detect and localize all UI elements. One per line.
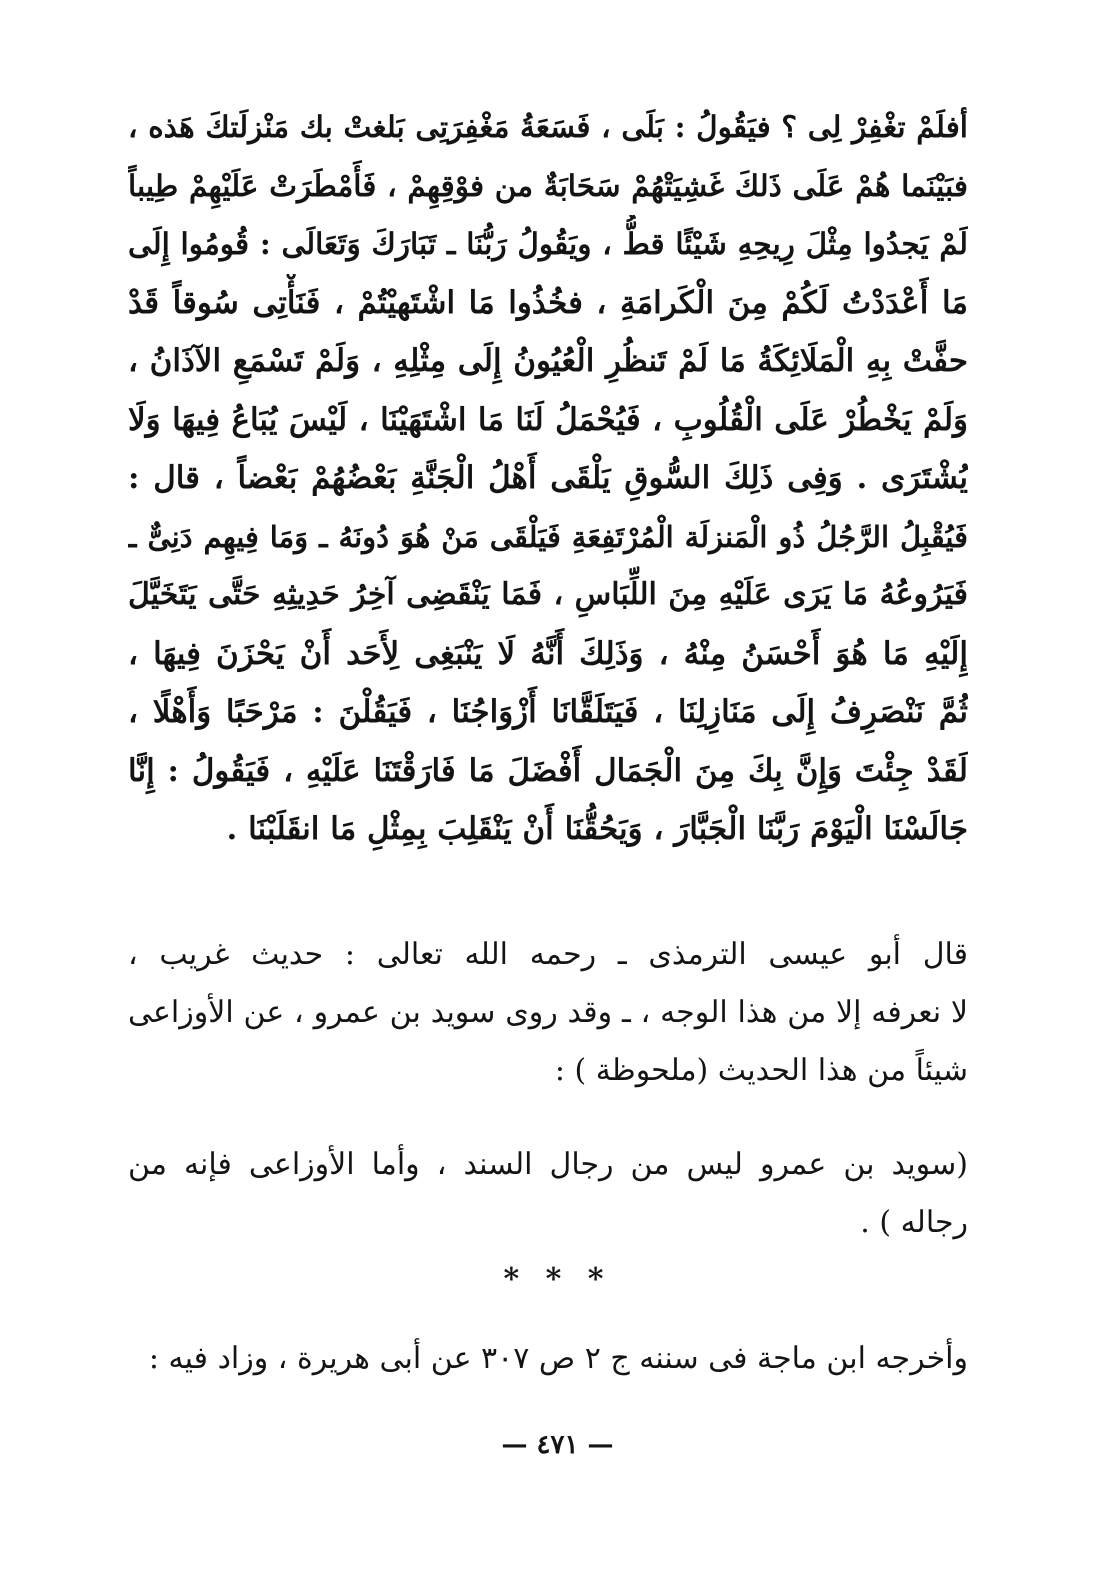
commentary-line: قال أبو عيسى الترمذى ـ رحمه الله تعالى : حديث غريب ، — [128, 937, 968, 972]
hadith-line: وَلَمْ يَخْطُرْ عَلَى الْقُلُوبِ ، فَيُحْمَلُ لَنَا مَا اشْتَهَيْنَا ، لَيْسَ يُبَاعُ فِيهَا وَلَا — [128, 401, 968, 438]
hadith-line: ثُمَّ نَنْصَرِفُ إِلَى مَنَازِلِنَا ، فَيَتَلَقَّانَا أَزْوَاجُنَا ، فَيَقُلْنَ : مَرْحَبًا وَأَهْلًا ، — [128, 694, 968, 730]
hadith-line: فَيَرُوعُهُ مَا يَرَى عَلَيْهِ مِنَ اللِّبَاسِ ، فَمَا يَنْقَضِى آخِرُ حَدِيثِهِ حَتَّى يَتَخَيَّلَ — [128, 577, 968, 612]
commentary-line: شيئاً من هذا الحديث (ملحوظة ) : — [554, 1053, 968, 1088]
hadith-line: يُشْتَرَى . وَفِى ذَلِكَ السُّوقِ يَلْقَى أَهْلُ الْجَنَّةِ بَعْضُهُمْ بَعْضاً ، قال : — [128, 460, 968, 496]
page-number: — ٤٧١ — — [501, 1430, 614, 1460]
hadith-text — [128, 98, 968, 859]
source-line: وأخرجه ابن ماجة فى سننه ج ٢ ص ٣٠٧ عن أبى هريرة ، وزاد فيه : — [148, 1341, 968, 1376]
hadith-line: حفَّتْ بِهِ الْمَلَائِكَةُ مَا لَمْ تَنظُرِ الْعُيُونُ إِلَى مِثْلِهِ ، وَلَمْ تَسْمَعِ الآذَانُ ، — [128, 343, 968, 379]
hadith-line: لَمْ يَجدُوا مِثْلَ رِيحِهِ شَيْئًا قطُّ ، ويَقُولُ رَبُّنَا ـ تَبَارَكَ وَتَعَالَى : قُومُوا إِلَى — [128, 226, 968, 261]
hadith-line: فبَيْنَما هُمْ عَلَى ذَلكَ غَشِيَتْهُمْ سَحَابَةٌ من فوْقِهِمْ ، فَأَمْطَرَتْ عَلَيْهِمْ طِيباً — [128, 167, 968, 203]
tirmidhi-commentary — [128, 926, 968, 1100]
note-line: (سويد بن عمرو ليس من رجال السند ، وأما الأوزاعى فإنه من — [128, 1147, 968, 1182]
hadith-line: فَيُقْبِلُ الرَّجُلُ ذُو الْمَنزلَة الْمُرْتَفِعَةِ فَيَلْقَى مَنْ هُوَ دُونَهُ ـ وَمَا فِيهِم دَنِىٌّ ـ — [128, 519, 968, 554]
hadith-line: جَالَسْنَا الْيَوْمَ رَبَّنَا الْجَبَّارَ ، وَيَحُقُّنَا أَنْ يَنْقَلِبَ بِمِثْلِ مَا انقَلَبْنَا . — [226, 811, 968, 847]
hadith-line: مَا أَعْدَدْتُ لَكُمْ مِنَ الْكَرامَةِ ، فخُذُوا مَا اشْتَهيْتُمْ ، فَنَأْتِى سُوقاً قَدْ — [128, 284, 968, 321]
hadith-line: إِلَيْهِ مَا هُوَ أَحْسَنُ مِنْهُ ، وَذَلِكَ أَنَّهُ لَا يَنْبَغِى لِأَحَد أَنْ يَحْزَنَ فِيهَا ، — [128, 635, 968, 672]
section-separator: * * * — [503, 1262, 612, 1297]
hadith-line: لَقَدْ جِئْتَ وَإِنَّ بِكَ مِنَ الْجَمَال أَفْضَلَ مَا فَارَقْتَنَا عَلَيْهِ ، فَيَقُولُ : إِنَّا — [128, 752, 968, 789]
note-line: رجاله ) . — [860, 1205, 968, 1240]
commentary-line: لا نعرفه إلا من هذا الوجه ، ـ وقد روى سويد بن عمرو ، عن الأوزاعى — [128, 995, 968, 1030]
hadith-line: أفلَمْ تغْفِرْ لِى ؟ فيَقُولُ : بَلَى ، فَسَعَةُ مَغْفِرَتِى بَلغتْ بك مَنْزلَتكَ هَذه ، — [128, 109, 968, 144]
editor-note — [128, 1136, 968, 1252]
source-reference — [128, 1330, 968, 1388]
